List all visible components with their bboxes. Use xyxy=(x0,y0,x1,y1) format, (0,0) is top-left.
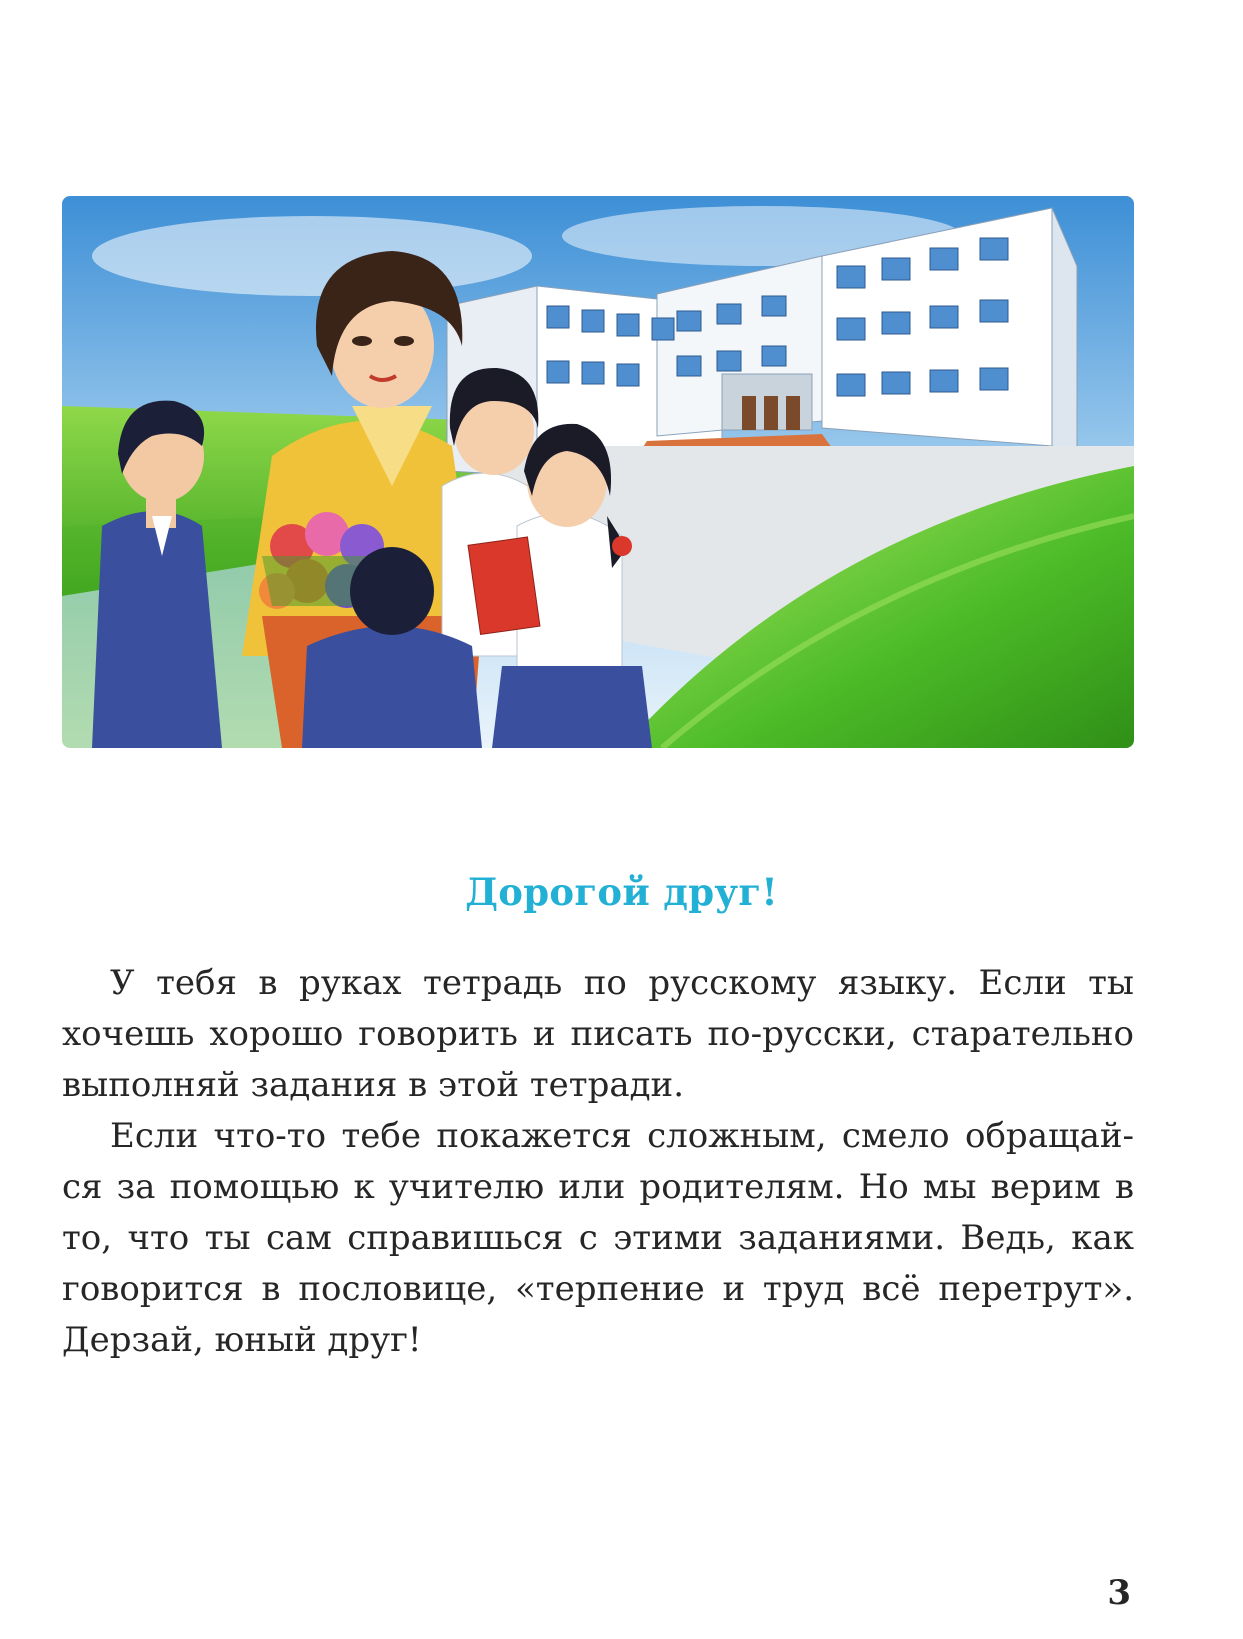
page-number: 3 xyxy=(1107,1573,1131,1613)
school-illustration xyxy=(62,196,1134,748)
paragraph: Если что-то тебе покажется сложным, смело обращайся за помощью к учителю или родителям. Но мы верим в то, что ты сам справишься с этими заданиями. Ведь, как говорится в пословице, «терпение и труд всё перетрут». Дерзай, юный друг! xyxy=(62,1116,1134,1360)
paragraph: У тебя в руках тетрадь по русскому языку. Если ты хочешь хорошо говорить и писать по-русски, старательно выполняй задания в этой тетради. xyxy=(62,963,1134,1105)
page-heading: Дорогой друг! xyxy=(465,870,778,914)
body-text xyxy=(62,958,1134,1366)
